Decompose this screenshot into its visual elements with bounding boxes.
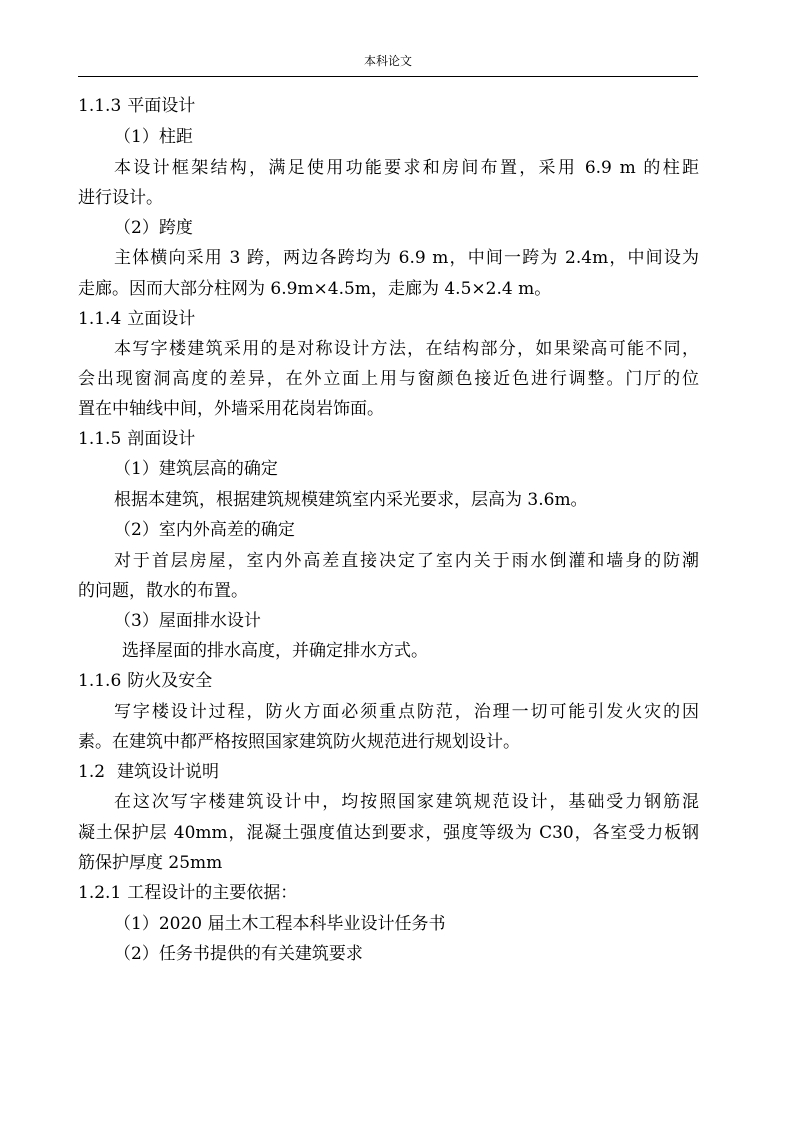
section-heading-1-1-5 bbox=[78, 427, 195, 451]
section-number: 1.1.6 bbox=[78, 671, 122, 691]
header-rule bbox=[78, 76, 698, 77]
list-item: （1）2020 届土木工程本科毕业设计任务书 bbox=[114, 914, 446, 934]
section-heading-1-2 bbox=[78, 760, 219, 784]
subheading: （1）建筑层高的确定 bbox=[114, 459, 278, 479]
section-title: 建筑设计说明 bbox=[117, 762, 220, 782]
section-number: 1.1.3 bbox=[78, 96, 122, 116]
paragraph-line: 的问题，散水的布置。 bbox=[78, 581, 248, 601]
paragraph-line: 选择屋面的排水高度，并确定排水方式。 bbox=[122, 641, 428, 661]
subheading: （2）室内外高差的确定 bbox=[114, 520, 295, 540]
section-number: 1.1.5 bbox=[78, 429, 122, 449]
section-title: 工程设计的主要依据： bbox=[127, 883, 298, 903]
section-number: 1.2.1 bbox=[78, 883, 122, 903]
list-item: （2）任务书提供的有关建筑要求 bbox=[114, 944, 363, 964]
section-title: 防火及安全 bbox=[127, 671, 213, 691]
subheading: （3）屋面排水设计 bbox=[114, 611, 261, 631]
section-heading-1-2-1 bbox=[78, 881, 297, 905]
paragraph-line: 会出现窗洞高度的差异，在外立面上用与窗颜色接近色进行调整。门厅的位 bbox=[78, 369, 699, 389]
paragraph-line: 进行设计。 bbox=[78, 188, 163, 208]
section-heading-1-1-4 bbox=[78, 307, 195, 331]
subheading: （2）跨度 bbox=[114, 218, 193, 238]
paragraph-line: 本写字楼建筑采用的是对称设计方法，在结构部分，如果梁高可能不同， bbox=[114, 339, 699, 359]
page-header: 本科论文 bbox=[363, 54, 412, 68]
paragraph-line: 主体横向采用 3 跨，两边各跨均为 6.9 m，中间一跨为 2.4m，中间设为 bbox=[114, 248, 699, 268]
paragraph-line: 根据本建筑，根据建筑规模建筑室内采光要求，层高为 3.6m。 bbox=[114, 490, 588, 510]
section-heading-1-1-6 bbox=[78, 669, 212, 693]
section-heading-1-1-3 bbox=[78, 94, 195, 118]
paragraph-line: 素。在建筑中都严格按照国家建筑防火规范进行规划设计。 bbox=[78, 732, 520, 752]
section-title: 平面设计 bbox=[127, 96, 196, 116]
paragraph-line: 写字楼设计过程，防火方面必须重点防范，治理一切可能引发火灾的因 bbox=[114, 702, 699, 722]
section-title: 剖面设计 bbox=[127, 429, 196, 449]
section-number: 1.1.4 bbox=[78, 309, 122, 329]
paragraph-line: 筋保护厚度 25mm bbox=[78, 853, 223, 873]
paragraph-line: 本设计框架结构，满足使用功能要求和房间布置，采用 6.9 m 的柱距 bbox=[114, 158, 699, 178]
paragraph-line: 置在中轴线中间，外墙采用花岗岩饰面。 bbox=[78, 399, 384, 419]
paragraph-line: 对于首层房屋，室内外高差直接决定了室内关于雨水倒灌和墙身的防潮 bbox=[114, 551, 699, 571]
section-number: 1.2 bbox=[78, 762, 106, 782]
paragraph-line: 走廊。因而大部分柱网为 6.9m×4.5m，走廊为 4.5×2.4 m。 bbox=[78, 279, 552, 299]
paragraph-line: 凝土保护层 40mm，混凝土强度值达到要求，强度等级为 C30，各室受力板钢 bbox=[78, 823, 699, 843]
paragraph-line: 在这次写字楼建筑设计中，均按照国家建筑规范设计，基础受力钢筋混 bbox=[114, 792, 699, 812]
section-title: 立面设计 bbox=[127, 309, 196, 329]
subheading: （1）柱距 bbox=[114, 127, 193, 147]
